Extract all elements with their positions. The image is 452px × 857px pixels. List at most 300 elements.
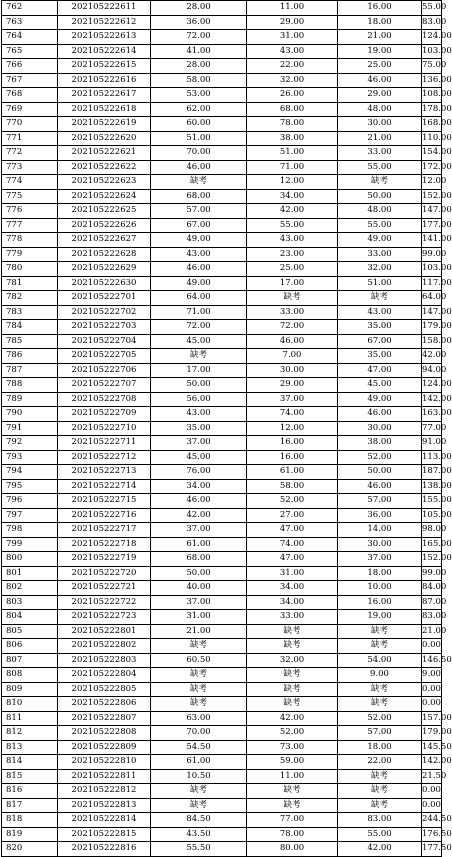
row-number-cell: 789 [2, 392, 58, 407]
total-score-cell: 155.00 [422, 494, 442, 509]
row-number-cell: 814 [2, 755, 58, 770]
score-subject-1-cell: 70.00 [151, 146, 247, 161]
score-subject-1-cell: 63.00 [151, 711, 247, 726]
score-subject-1-cell: 61.00 [151, 755, 247, 770]
score-subject-1-cell: 57.00 [151, 204, 247, 219]
score-subject-3-cell: 16.00 [338, 595, 422, 610]
row-number-cell: 815 [2, 769, 58, 784]
table-row [2, 682, 442, 697]
score-subject-2-cell: 78.00 [247, 117, 338, 132]
row-number-cell: 772 [2, 146, 58, 161]
table-row [2, 247, 442, 262]
total-score-cell: 172.00 [422, 160, 442, 175]
score-subject-3-cell: 55.00 [338, 827, 422, 842]
score-subject-2-cell: 47.00 [247, 523, 338, 538]
exam-id-cell: 202105222622 [58, 160, 151, 175]
table-row [2, 668, 442, 683]
score-subject-2-cell: 68.00 [247, 102, 338, 117]
score-table [1, 0, 452, 857]
score-subject-2-cell: 12.00 [247, 175, 338, 190]
score-subject-3-cell: 29.00 [338, 88, 422, 103]
score-subject-1-cell: 50.00 [151, 566, 247, 581]
row-number-cell: 777 [2, 218, 58, 233]
exam-id-cell: 202105222617 [58, 88, 151, 103]
score-subject-2-cell: 29.00 [247, 378, 338, 393]
score-subject-3-cell: 52.00 [338, 450, 422, 465]
score-subject-2-cell: 34.00 [247, 595, 338, 610]
total-score-cell: 0.00 [422, 639, 442, 654]
exam-id-cell: 202105222815 [58, 827, 151, 842]
total-score-cell: 83.00 [422, 610, 442, 625]
table-row [2, 363, 442, 378]
exam-id-cell: 202105222611 [58, 1, 151, 16]
row-number-cell: 795 [2, 479, 58, 494]
score-subject-1-cell: 37.00 [151, 436, 247, 451]
table-row [2, 842, 442, 857]
score-subject-2-cell: 缺考 [247, 697, 338, 712]
row-number-cell: 794 [2, 465, 58, 480]
score-subject-1-cell: 31.00 [151, 610, 247, 625]
score-subject-1-cell: 43.50 [151, 827, 247, 842]
table-row [2, 233, 442, 248]
total-score-cell: 142.00 [422, 755, 442, 770]
total-score-cell: 152.00 [422, 552, 442, 567]
score-subject-3-cell: 缺考 [338, 682, 422, 697]
score-subject-2-cell: 32.00 [247, 653, 338, 668]
score-subject-3-cell: 19.00 [338, 44, 422, 59]
exam-id-cell: 202105222714 [58, 479, 151, 494]
total-score-cell: 244.50 [422, 813, 442, 828]
total-score-cell: 75.00 [422, 59, 442, 74]
score-subject-3-cell: 10.00 [338, 581, 422, 596]
table-row [2, 566, 442, 581]
total-score-cell: 110.00 [422, 131, 442, 146]
score-subject-1-cell: 49.00 [151, 233, 247, 248]
score-subject-3-cell: 45.00 [338, 378, 422, 393]
total-score-cell: 163.00 [422, 407, 442, 422]
score-subject-1-cell: 42.00 [151, 508, 247, 523]
row-number-cell: 818 [2, 813, 58, 828]
row-number-cell: 774 [2, 175, 58, 190]
table-row [2, 595, 442, 610]
row-number-cell: 770 [2, 117, 58, 132]
score-subject-2-cell: 31.00 [247, 566, 338, 581]
total-score-cell: 0.00 [422, 798, 442, 813]
score-subject-1-cell: 缺考 [151, 639, 247, 654]
score-subject-2-cell: 16.00 [247, 436, 338, 451]
exam-id-cell: 202105222614 [58, 44, 151, 59]
total-score-cell: 168.00 [422, 117, 442, 132]
score-subject-1-cell: 46.00 [151, 262, 247, 277]
table-row [2, 740, 442, 755]
table-row [2, 73, 442, 88]
table-row [2, 175, 442, 190]
total-score-cell: 124.00 [422, 30, 442, 45]
score-subject-3-cell: 14.00 [338, 523, 422, 538]
table-row [2, 479, 442, 494]
total-score-cell: 165.00 [422, 537, 442, 552]
score-subject-2-cell: 46.00 [247, 334, 338, 349]
score-subject-3-cell: 缺考 [338, 769, 422, 784]
total-score-cell: 138.00 [422, 479, 442, 494]
total-score-cell: 187.00 [422, 465, 442, 480]
score-subject-3-cell: 49.00 [338, 392, 422, 407]
score-subject-3-cell: 57.00 [338, 726, 422, 741]
score-subject-2-cell: 11.00 [247, 769, 338, 784]
exam-id-cell: 202105222723 [58, 610, 151, 625]
score-subject-1-cell: 35.00 [151, 421, 247, 436]
total-score-cell: 146.50 [422, 653, 442, 668]
total-score-cell: 99.00 [422, 566, 442, 581]
score-subject-1-cell: 41.00 [151, 44, 247, 59]
score-subject-2-cell: 22.00 [247, 59, 338, 74]
exam-id-cell: 202105222710 [58, 421, 151, 436]
row-number-cell: 798 [2, 523, 58, 538]
row-number-cell: 808 [2, 668, 58, 683]
score-subject-1-cell: 缺考 [151, 668, 247, 683]
score-subject-3-cell: 46.00 [338, 407, 422, 422]
exam-id-cell: 202105222713 [58, 465, 151, 480]
score-subject-1-cell: 56.00 [151, 392, 247, 407]
score-subject-1-cell: 72.00 [151, 30, 247, 45]
table-row [2, 624, 442, 639]
exam-id-cell: 202105222628 [58, 247, 151, 262]
score-subject-2-cell: 缺考 [247, 624, 338, 639]
score-subject-3-cell: 缺考 [338, 798, 422, 813]
exam-id-cell: 202105222702 [58, 305, 151, 320]
total-score-cell: 99.00 [422, 247, 442, 262]
total-score-cell: 103.00 [422, 44, 442, 59]
score-subject-3-cell: 缺考 [338, 175, 422, 190]
score-subject-2-cell: 32.00 [247, 73, 338, 88]
score-subject-1-cell: 10.50 [151, 769, 247, 784]
table-row [2, 44, 442, 59]
row-number-cell: 804 [2, 610, 58, 625]
exam-id-cell: 202105222703 [58, 320, 151, 335]
total-score-cell: 157.00 [422, 711, 442, 726]
score-subject-1-cell: 37.00 [151, 595, 247, 610]
score-subject-2-cell: 74.00 [247, 407, 338, 422]
score-subject-3-cell: 35.00 [338, 349, 422, 364]
row-number-cell: 799 [2, 537, 58, 552]
exam-id-cell: 202105222629 [58, 262, 151, 277]
score-subject-1-cell: 60.50 [151, 653, 247, 668]
score-subject-2-cell: 缺考 [247, 682, 338, 697]
table-row [2, 276, 442, 291]
score-subject-1-cell: 17.00 [151, 363, 247, 378]
score-subject-3-cell: 83.00 [338, 813, 422, 828]
table-row [2, 755, 442, 770]
row-number-cell: 765 [2, 44, 58, 59]
row-number-cell: 784 [2, 320, 58, 335]
table-row [2, 653, 442, 668]
score-subject-3-cell: 35.00 [338, 320, 422, 335]
exam-id-cell: 202105222708 [58, 392, 151, 407]
total-score-cell: 21.00 [422, 624, 442, 639]
total-score-cell: 91.00 [422, 436, 442, 451]
exam-id-cell: 202105222808 [58, 726, 151, 741]
exam-id-cell: 202105222711 [58, 436, 151, 451]
score-subject-3-cell: 18.00 [338, 740, 422, 755]
row-number-cell: 781 [2, 276, 58, 291]
exam-id-cell: 202105222626 [58, 218, 151, 233]
total-score-cell: 117.00 [422, 276, 442, 291]
row-number-cell: 779 [2, 247, 58, 262]
table-row [2, 15, 442, 30]
score-table-body [2, 1, 452, 857]
score-subject-3-cell: 33.00 [338, 247, 422, 262]
score-subject-1-cell: 71.00 [151, 305, 247, 320]
row-number-cell: 791 [2, 421, 58, 436]
score-subject-2-cell: 80.00 [247, 842, 338, 857]
row-number-cell: 767 [2, 73, 58, 88]
score-subject-3-cell: 16.00 [338, 1, 422, 16]
score-subject-2-cell: 34.00 [247, 581, 338, 596]
exam-id-cell: 202105222712 [58, 450, 151, 465]
score-subject-2-cell: 73.00 [247, 740, 338, 755]
score-subject-1-cell: 50.00 [151, 378, 247, 393]
exam-id-cell: 202105222809 [58, 740, 151, 755]
total-score-cell: 0.00 [422, 682, 442, 697]
score-subject-3-cell: 51.00 [338, 276, 422, 291]
score-subject-2-cell: 42.00 [247, 711, 338, 726]
table-row [2, 117, 442, 132]
row-number-cell: 778 [2, 233, 58, 248]
total-score-cell: 9.00 [422, 668, 442, 683]
score-subject-2-cell: 缺考 [247, 291, 338, 306]
score-subject-3-cell: 22.00 [338, 755, 422, 770]
score-subject-1-cell: 55.50 [151, 842, 247, 857]
score-subject-1-cell: 28.00 [151, 59, 247, 74]
total-score-cell: 84.00 [422, 581, 442, 596]
score-subject-2-cell: 34.00 [247, 189, 338, 204]
table-row [2, 450, 442, 465]
row-number-cell: 803 [2, 595, 58, 610]
row-number-cell: 792 [2, 436, 58, 451]
score-subject-1-cell: 45.00 [151, 450, 247, 465]
table-row [2, 334, 442, 349]
score-subject-3-cell: 46.00 [338, 73, 422, 88]
score-subject-2-cell: 58.00 [247, 479, 338, 494]
exam-id-cell: 202105222619 [58, 117, 151, 132]
score-subject-1-cell: 缺考 [151, 784, 247, 799]
score-subject-1-cell: 64.00 [151, 291, 247, 306]
table-row [2, 537, 442, 552]
score-subject-3-cell: 缺考 [338, 697, 422, 712]
exam-id-cell: 202105222722 [58, 595, 151, 610]
row-number-cell: 802 [2, 581, 58, 596]
total-score-cell: 177.50 [422, 842, 442, 857]
row-number-cell: 807 [2, 653, 58, 668]
exam-id-cell: 202105222812 [58, 784, 151, 799]
total-score-cell: 152.00 [422, 189, 442, 204]
score-subject-2-cell: 12.00 [247, 421, 338, 436]
row-number-cell: 762 [2, 1, 58, 16]
score-subject-1-cell: 67.00 [151, 218, 247, 233]
score-subject-3-cell: 30.00 [338, 537, 422, 552]
score-subject-3-cell: 46.00 [338, 479, 422, 494]
score-subject-3-cell: 54.00 [338, 653, 422, 668]
exam-id-cell: 202105222612 [58, 15, 151, 30]
exam-id-cell: 202105222709 [58, 407, 151, 422]
score-subject-1-cell: 缺考 [151, 798, 247, 813]
score-subject-3-cell: 18.00 [338, 566, 422, 581]
score-subject-2-cell: 11.00 [247, 1, 338, 16]
score-subject-3-cell: 9.00 [338, 668, 422, 683]
score-subject-2-cell: 23.00 [247, 247, 338, 262]
total-score-cell: 0.00 [422, 697, 442, 712]
table-row [2, 769, 442, 784]
exam-id-cell: 202105222706 [58, 363, 151, 378]
exam-id-cell: 202105222816 [58, 842, 151, 857]
score-subject-3-cell: 55.00 [338, 160, 422, 175]
score-subject-3-cell: 55.00 [338, 218, 422, 233]
total-score-cell: 105.00 [422, 508, 442, 523]
table-row [2, 523, 442, 538]
score-subject-2-cell: 59.00 [247, 755, 338, 770]
score-subject-2-cell: 缺考 [247, 639, 338, 654]
table-row [2, 581, 442, 596]
total-score-cell: 64.00 [422, 291, 442, 306]
exam-id-cell: 202105222715 [58, 494, 151, 509]
row-number-cell: 786 [2, 349, 58, 364]
exam-id-cell: 202105222615 [58, 59, 151, 74]
score-subject-1-cell: 缺考 [151, 349, 247, 364]
score-subject-2-cell: 30.00 [247, 363, 338, 378]
score-subject-1-cell: 34.00 [151, 479, 247, 494]
score-subject-2-cell: 51.00 [247, 146, 338, 161]
score-subject-1-cell: 37.00 [151, 523, 247, 538]
table-row [2, 508, 442, 523]
score-subject-1-cell: 46.00 [151, 160, 247, 175]
total-score-cell: 55.00 [422, 1, 442, 16]
total-score-cell: 77.00 [422, 421, 442, 436]
total-score-cell: 0.00 [422, 784, 442, 799]
table-row [2, 349, 442, 364]
score-subject-3-cell: 48.00 [338, 102, 422, 117]
exam-id-cell: 202105222705 [58, 349, 151, 364]
score-subject-2-cell: 52.00 [247, 494, 338, 509]
score-subject-2-cell: 77.00 [247, 813, 338, 828]
total-score-cell: 42.00 [422, 349, 442, 364]
score-subject-3-cell: 50.00 [338, 189, 422, 204]
total-score-cell: 94.00 [422, 363, 442, 378]
table-row [2, 146, 442, 161]
table-row [2, 798, 442, 813]
score-subject-1-cell: 76.00 [151, 465, 247, 480]
score-subject-3-cell: 32.00 [338, 262, 422, 277]
table-row [2, 30, 442, 45]
total-score-cell: 177.00 [422, 218, 442, 233]
total-score-cell: 141.00 [422, 233, 442, 248]
score-subject-2-cell: 33.00 [247, 305, 338, 320]
exam-id-cell: 202105222701 [58, 291, 151, 306]
score-subject-1-cell: 61.00 [151, 537, 247, 552]
total-score-cell: 136.00 [422, 73, 442, 88]
table-row [2, 320, 442, 335]
row-number-cell: 771 [2, 131, 58, 146]
exam-id-cell: 202105222707 [58, 378, 151, 393]
score-subject-1-cell: 84.50 [151, 813, 247, 828]
exam-id-cell: 202105222618 [58, 102, 151, 117]
row-number-cell: 773 [2, 160, 58, 175]
table-row [2, 494, 442, 509]
row-number-cell: 790 [2, 407, 58, 422]
table-row [2, 102, 442, 117]
row-number-cell: 763 [2, 15, 58, 30]
score-subject-3-cell: 48.00 [338, 204, 422, 219]
score-subject-2-cell: 37.00 [247, 392, 338, 407]
exam-id-cell: 202105222624 [58, 189, 151, 204]
table-row [2, 291, 442, 306]
score-subject-3-cell: 67.00 [338, 334, 422, 349]
score-subject-1-cell: 缺考 [151, 682, 247, 697]
row-number-cell: 810 [2, 697, 58, 712]
score-subject-2-cell: 25.00 [247, 262, 338, 277]
total-score-cell: 145.50 [422, 740, 442, 755]
table-row [2, 131, 442, 146]
exam-id-cell: 202105222805 [58, 682, 151, 697]
score-subject-3-cell: 缺考 [338, 291, 422, 306]
row-number-cell: 811 [2, 711, 58, 726]
table-row [2, 436, 442, 451]
row-number-cell: 813 [2, 740, 58, 755]
exam-id-cell: 202105222621 [58, 146, 151, 161]
table-row [2, 218, 442, 233]
table-row [2, 407, 442, 422]
total-score-cell: 113.00 [422, 450, 442, 465]
total-score-cell: 124.00 [422, 378, 442, 393]
score-subject-3-cell: 38.00 [338, 436, 422, 451]
total-score-cell: 108.00 [422, 88, 442, 103]
score-subject-1-cell: 51.00 [151, 131, 247, 146]
total-score-cell: 158.00 [422, 334, 442, 349]
score-subject-1-cell: 40.00 [151, 581, 247, 596]
table-row [2, 1, 442, 16]
total-score-cell: 179.00 [422, 320, 442, 335]
table-row [2, 784, 442, 799]
total-score-cell: 142.00 [422, 392, 442, 407]
total-score-cell: 176.50 [422, 827, 442, 842]
row-number-cell: 816 [2, 784, 58, 799]
table-row [2, 610, 442, 625]
score-subject-2-cell: 74.00 [247, 537, 338, 552]
row-number-cell: 801 [2, 566, 58, 581]
score-subject-3-cell: 49.00 [338, 233, 422, 248]
total-score-cell: 179.00 [422, 726, 442, 741]
score-subject-3-cell: 缺考 [338, 639, 422, 654]
score-subject-2-cell: 55.00 [247, 218, 338, 233]
row-number-cell: 800 [2, 552, 58, 567]
score-subject-1-cell: 58.00 [151, 73, 247, 88]
table-row [2, 827, 442, 842]
row-number-cell: 796 [2, 494, 58, 509]
exam-id-cell: 202105222616 [58, 73, 151, 88]
score-subject-1-cell: 68.00 [151, 189, 247, 204]
row-number-cell: 769 [2, 102, 58, 117]
score-subject-3-cell: 缺考 [338, 784, 422, 799]
row-number-cell: 776 [2, 204, 58, 219]
exam-id-cell: 202105222717 [58, 523, 151, 538]
score-subject-1-cell: 缺考 [151, 175, 247, 190]
total-score-cell: 87.00 [422, 595, 442, 610]
table-row [2, 59, 442, 74]
score-subject-3-cell: 30.00 [338, 117, 422, 132]
exam-id-cell: 202105222720 [58, 566, 151, 581]
score-subject-3-cell: 50.00 [338, 465, 422, 480]
score-subject-2-cell: 16.00 [247, 450, 338, 465]
score-subject-3-cell: 30.00 [338, 421, 422, 436]
